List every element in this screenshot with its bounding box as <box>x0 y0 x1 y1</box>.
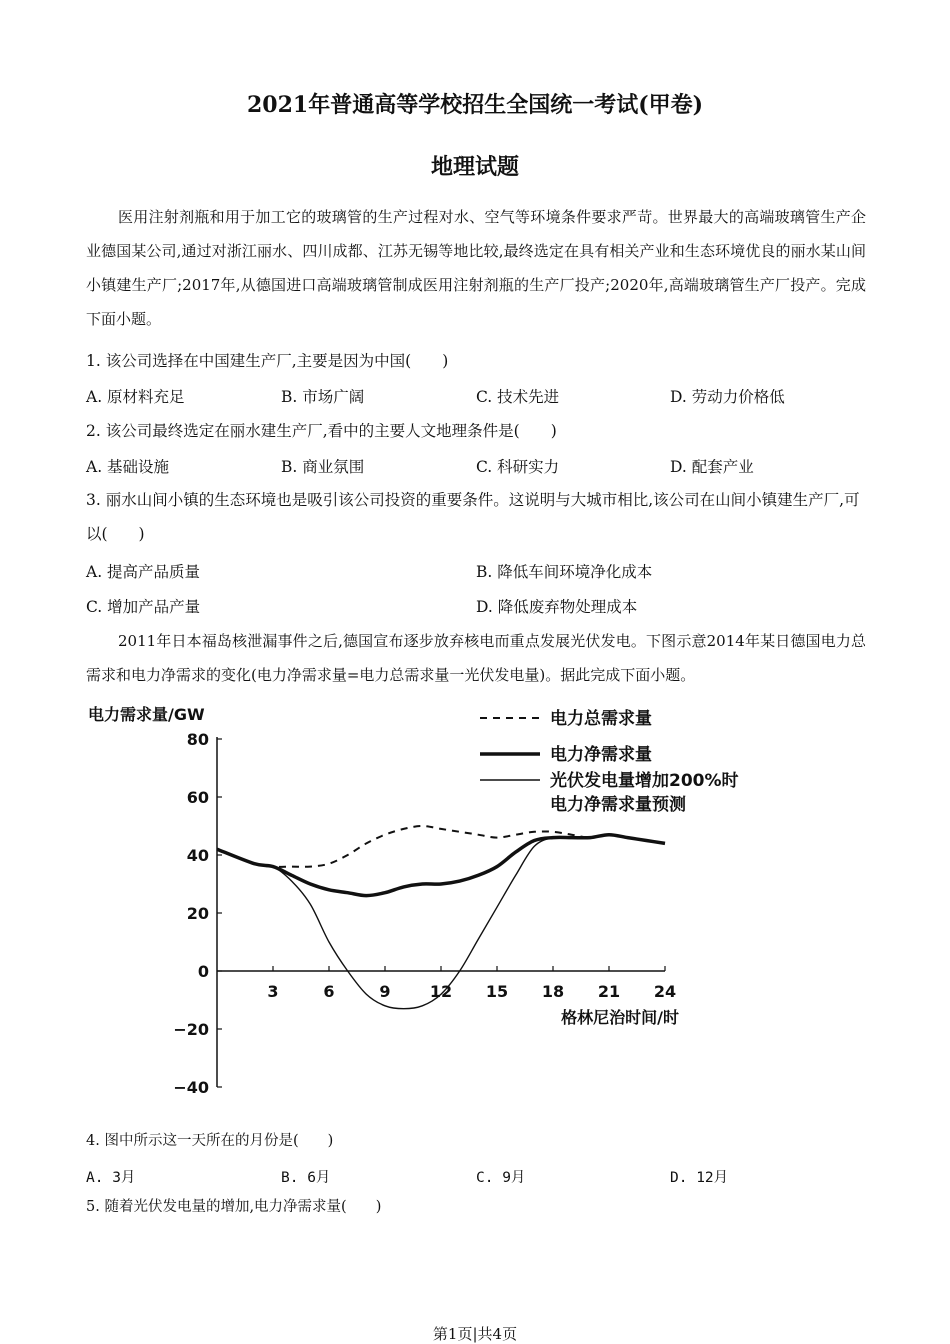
x-tick-label: 6 <box>323 982 335 1001</box>
q1-option-c: C. 技术先进 <box>476 388 560 406</box>
legend-total-demand: 电力总需求量 <box>550 709 652 729</box>
question-1: 1. 该公司选择在中国建生产厂,主要是因为中国( ) <box>86 352 449 370</box>
q2-option-d: D. 配套产业 <box>670 458 754 476</box>
page-title: 2021年普通高等学校招生全国统一考试(甲卷) <box>246 92 704 118</box>
total-demand-line <box>217 826 665 867</box>
q3-option-d: D. 降低废弃物处理成本 <box>476 598 638 616</box>
y-tick-label: −20 <box>173 1020 209 1039</box>
y-tick-label: −40 <box>173 1078 209 1097</box>
x-tick-label: 18 <box>541 982 565 1001</box>
question-5: 5. 随着光伏发电量的增加,电力净需求量( ) <box>86 1199 382 1215</box>
y-tick-label: 80 <box>186 730 209 749</box>
passage-1: 医用注射剂瓶和用于加工它的玻璃管的生产过程对水、空气等环境条件要求严苛。世界最大的高端玻璃管生产企业德国某公司,通过对浙江丽水、四川成都、江苏无锡等地比较,最终选定在具有相关产业和生态环境优良的丽水某山间小镇建生产厂;2017年,从德国进口高端玻璃管制成医用注射剂瓶的生产厂投产;2020年,高端玻璃管生产厂投产。完成下面小题。 <box>86 208 866 328</box>
x-axis-title: 格林尼治时间/时 <box>561 1008 679 1027</box>
question-2: 2. 该公司最终选定在丽水建生产厂,看中的主要人文地理条件是( ) <box>86 422 557 440</box>
x-tick-label: 12 <box>429 982 453 1001</box>
legend-net-demand: 电力净需求量 <box>550 745 652 765</box>
q4-option-b: B. 6月 <box>281 1170 331 1186</box>
y-tick-label: 60 <box>186 788 209 807</box>
q4-option-d: D. 12月 <box>670 1170 729 1186</box>
y-axis-title: 电力需求量/GW <box>88 705 205 724</box>
x-tick-label: 3 <box>267 982 279 1001</box>
y-tick-label: 20 <box>186 904 209 923</box>
x-tick-label: 21 <box>597 982 621 1001</box>
q3-option-b: B. 降低车间环境净化成本 <box>476 563 653 581</box>
page-footer: 第1页|共4页 <box>432 1325 518 1343</box>
legend-predicted-net-demand: 光伏发电量增加200%时 <box>550 771 739 791</box>
question-3: 3. 丽水山间小镇的生态环境也是吸引该公司投资的重要条件。这说明与大城市相比,该公司在山间小镇建生产厂,可以( ) <box>86 491 860 543</box>
q1-option-b: B. 市场广阔 <box>281 388 365 406</box>
q3-option-a: A. 提高产品质量 <box>86 563 201 581</box>
x-tick-label: 24 <box>653 982 677 1001</box>
y-tick-label: 0 <box>197 962 209 981</box>
q1-option-d: D. 劳动力价格低 <box>670 388 785 406</box>
y-tick-label: 40 <box>186 846 209 865</box>
q2-option-c: C. 科研实力 <box>476 458 560 476</box>
passage-2: 2011年日本福岛核泄漏事件之后,德国宣布逐步放弃核电而重点发展光伏发电。下图示意2014年某日德国电力总需求和电力净需求的变化(电力净需求量=电力总需求量一光伏发电量)。据此完成下面小题。 <box>86 632 866 684</box>
question-4: 4. 图中所示这一天所在的月份是( ) <box>86 1133 334 1149</box>
q4-option-a: A. 3月 <box>86 1170 136 1186</box>
x-tick-label: 9 <box>379 982 391 1001</box>
page-subtitle: 地理试题 <box>430 154 519 180</box>
q2-option-b: B. 商业氛围 <box>281 458 365 476</box>
net-demand-line <box>217 835 665 896</box>
q2-option-a: A. 基础设施 <box>86 458 170 476</box>
q3-option-c: C. 增加产品产量 <box>86 598 201 616</box>
legend-predicted-net-demand-line2: 电力净需求量预测 <box>550 795 686 815</box>
q4-option-c: C. 9月 <box>476 1170 526 1186</box>
x-tick-label: 15 <box>485 982 509 1001</box>
power-demand-chart <box>80 700 780 1100</box>
q1-option-a: A. 原材料充足 <box>86 388 185 406</box>
